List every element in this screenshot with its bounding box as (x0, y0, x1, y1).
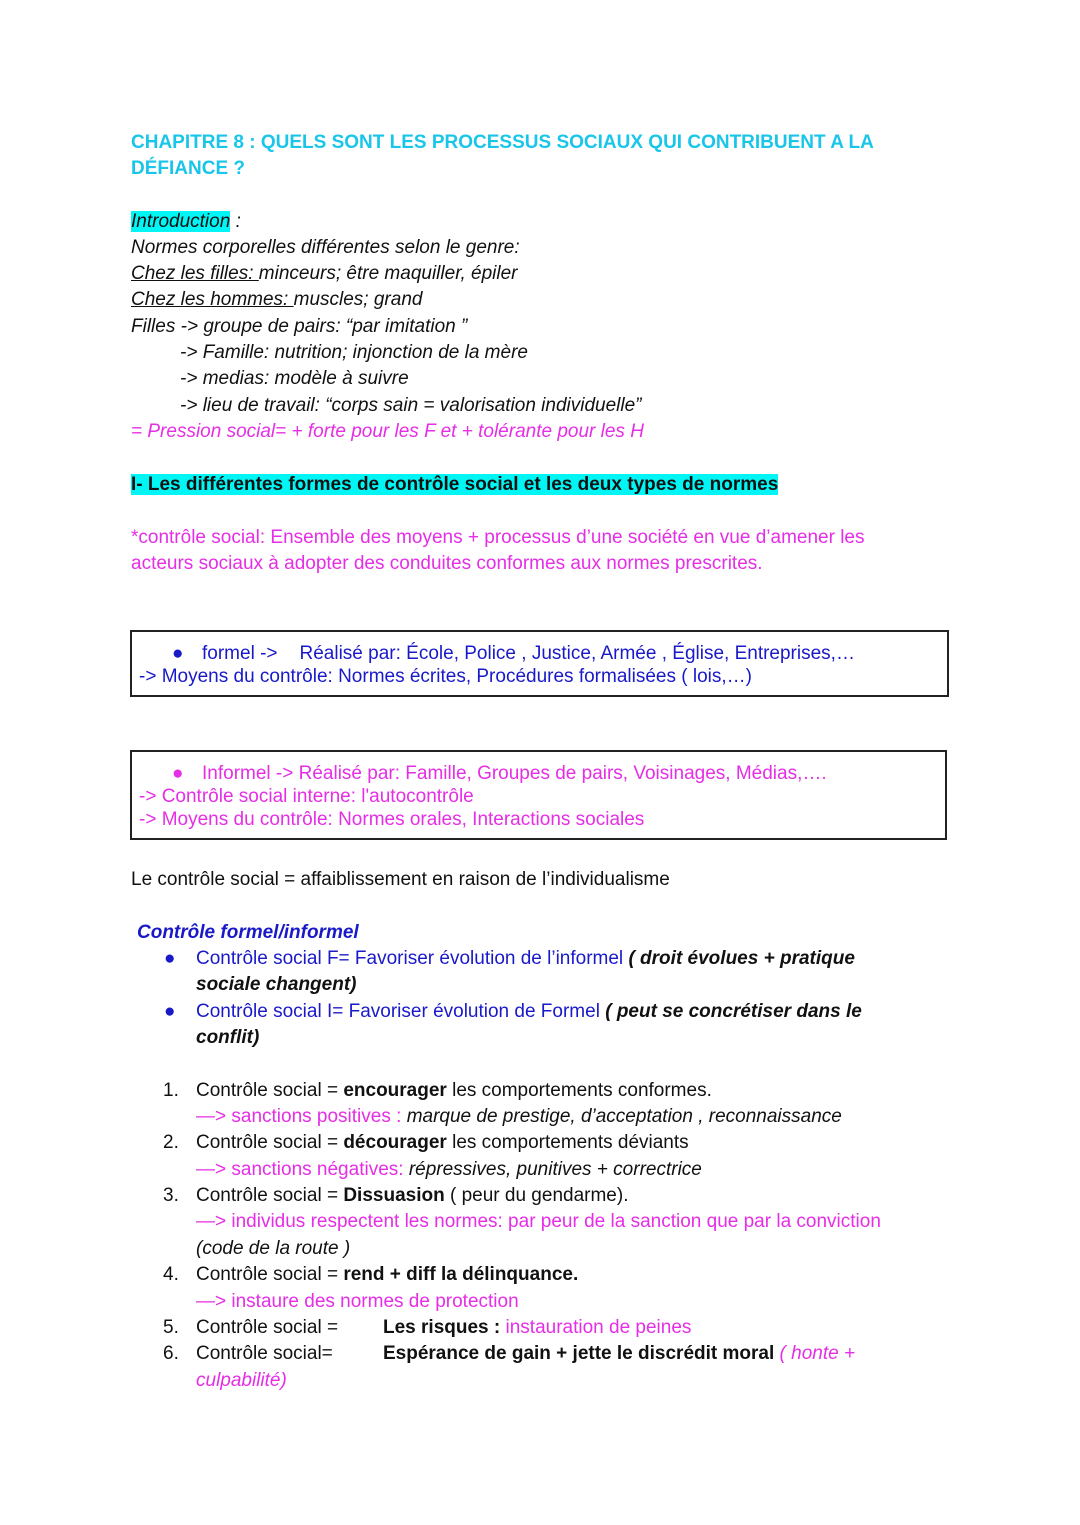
list-item-pre: Contrôle social = (196, 1080, 344, 1101)
list-item-detail: marque de prestige, d’acceptation , reconnaissance (406, 1106, 842, 1127)
list-item-2-detail (196, 1157, 702, 1183)
sub-bullet-2-cont: conflit) (196, 1027, 260, 1048)
sub-bullet-2-bold: ( peut se concrétiser dans le (599, 1001, 862, 1022)
list-item-arrow: —> sanctions négatives: (196, 1159, 409, 1180)
list-item-post: instauration de peines (500, 1317, 692, 1338)
definition-line-1: *contrôle social: Ensemble des moyens + processus d’une société en vue d’amener les (131, 527, 865, 548)
list-item-number: 5. (163, 1317, 179, 1338)
list-item-number: 4. (163, 1264, 179, 1285)
formel-actors: Réalisé par: École, Police , Justice, Armée , Église, Entreprises,… (299, 643, 855, 664)
intro-line-5: -> Famille: nutrition; injonction de la mère (180, 342, 528, 363)
list-item-number: 2. (163, 1132, 179, 1153)
page-title-line-2: DÉFIANCE ? (131, 158, 245, 179)
formel-line-2: -> Moyens du contrôle: Normes écrites, Procédures formalisées ( lois,…) (139, 666, 752, 687)
section-1-heading-text: I- Les différentes formes de contrôle social et les deux types de normes (131, 474, 779, 495)
list-item-pre: Contrôle social = (196, 1185, 344, 1206)
list-item-2 (163, 1130, 689, 1156)
list-item-bold: Dissuasion (343, 1185, 445, 1206)
list-item-bold: rend + diff la délinquance. (343, 1264, 579, 1285)
sub-bullet-2 (164, 999, 862, 1025)
list-item-post: ( honte + (774, 1343, 856, 1364)
bullet-icon: ● (164, 1001, 176, 1022)
informel-line-3: -> Moyens du contrôle: Normes orales, Interactions sociales (139, 809, 645, 830)
list-item-post: ( peur du gendarme). (444, 1185, 629, 1206)
list-item-bold: Les risques : (383, 1317, 501, 1338)
sub-bullet-1-cont: sociale changent) (196, 974, 357, 995)
section-1-heading (131, 472, 778, 498)
list-item-4 (163, 1262, 578, 1288)
list-item-4-detail: —> instaure des normes de protection (196, 1291, 519, 1312)
intro-label: Introduction (131, 211, 231, 232)
intro-line-7: -> lieu de travail: “corps sain = valorisation individuelle” (180, 395, 642, 416)
intro-line-1: Normes corporelles différentes selon le genre: (131, 237, 520, 258)
informel-actors: Informel -> Réalisé par: Famille, Groupes de pairs, Voisinages, Médias,…. (202, 763, 827, 784)
list-item-6 (163, 1341, 855, 1367)
intro-girls-text: minceurs; être maquiller, épiler (258, 263, 518, 284)
list-item-post: les comportements conformes. (446, 1080, 712, 1101)
intro-heading (131, 209, 241, 235)
intro-boys-text: muscles; grand (293, 289, 423, 310)
sub-bullet-2-text: Contrôle social I= Favoriser évolution de Formel (196, 1001, 600, 1022)
bullet-icon: ● (164, 948, 176, 969)
bullet-icon: ● (172, 643, 184, 664)
list-item-pre: Contrôle social= (196, 1343, 333, 1364)
remark-individualisme: Le contrôle social = affaiblissement en raison de l’individualisme (131, 869, 670, 890)
list-item-6-detail: culpabilité) (196, 1370, 287, 1391)
list-item-bold: encourager (343, 1080, 447, 1101)
list-item-1 (163, 1078, 712, 1104)
list-item-pre: Contrôle social = (196, 1317, 339, 1338)
formel-label: formel -> (202, 643, 278, 664)
intro-conclusion: = Pression social= + forte pour les F et + tolérante pour les H (131, 421, 644, 442)
page-title-line-1: CHAPITRE 8 : QUELS SONT LES PROCESSUS SOCIAUX QUI CONTRIBUENT A LA (131, 132, 874, 153)
intro-line-2 (131, 261, 518, 287)
intro-boys-label: Chez les hommes: (131, 289, 294, 310)
list-item-post: les comportements déviants (446, 1132, 689, 1153)
list-item-number: 1. (163, 1080, 179, 1101)
list-item-pre: Contrôle social = (196, 1132, 344, 1153)
list-item-arrow: —> sanctions positives : (196, 1106, 407, 1127)
intro-line-4: Filles -> groupe de pairs: “par imitation ” (131, 316, 468, 337)
list-item-3 (163, 1183, 628, 1209)
sub-bullet-1-bold: ( droit évolues + pratique (623, 948, 855, 969)
sub-bullet-1 (164, 946, 855, 972)
list-item-bold: décourager (343, 1132, 447, 1153)
list-item-pre: Contrôle social = (196, 1264, 344, 1285)
intro-girls-label: Chez les filles: (131, 263, 259, 284)
list-item-detail: répressives, punitives + correctrice (408, 1159, 702, 1180)
intro-line-6: -> medias: modèle à suivre (180, 368, 409, 389)
sub-bullet-1-text: Contrôle social F= Favoriser évolution de l’informel (196, 948, 624, 969)
list-item-3-detail-2: (code de la route ) (196, 1238, 351, 1259)
definition-line-2: acteurs sociaux à adopter des conduites conformes aux normes prescrites. (131, 553, 763, 574)
list-item-number: 6. (163, 1343, 179, 1364)
list-item-3-detail: —> individus respectent les normes: par peur de la sanction que par la conviction (196, 1211, 881, 1232)
informel-line-2: -> Contrôle social interne: l'autocontrôle (139, 786, 474, 807)
sub-heading-formel-informel: Contrôle formel/informel (137, 922, 359, 943)
list-item-number: 3. (163, 1185, 179, 1206)
list-item-5 (163, 1315, 691, 1341)
list-item-1-detail (196, 1104, 842, 1130)
intro-colon: : (230, 211, 241, 232)
list-item-bold: Espérance de gain + jette le discrédit moral (383, 1343, 775, 1364)
intro-line-3 (131, 287, 422, 313)
bullet-icon: ● (172, 763, 184, 784)
